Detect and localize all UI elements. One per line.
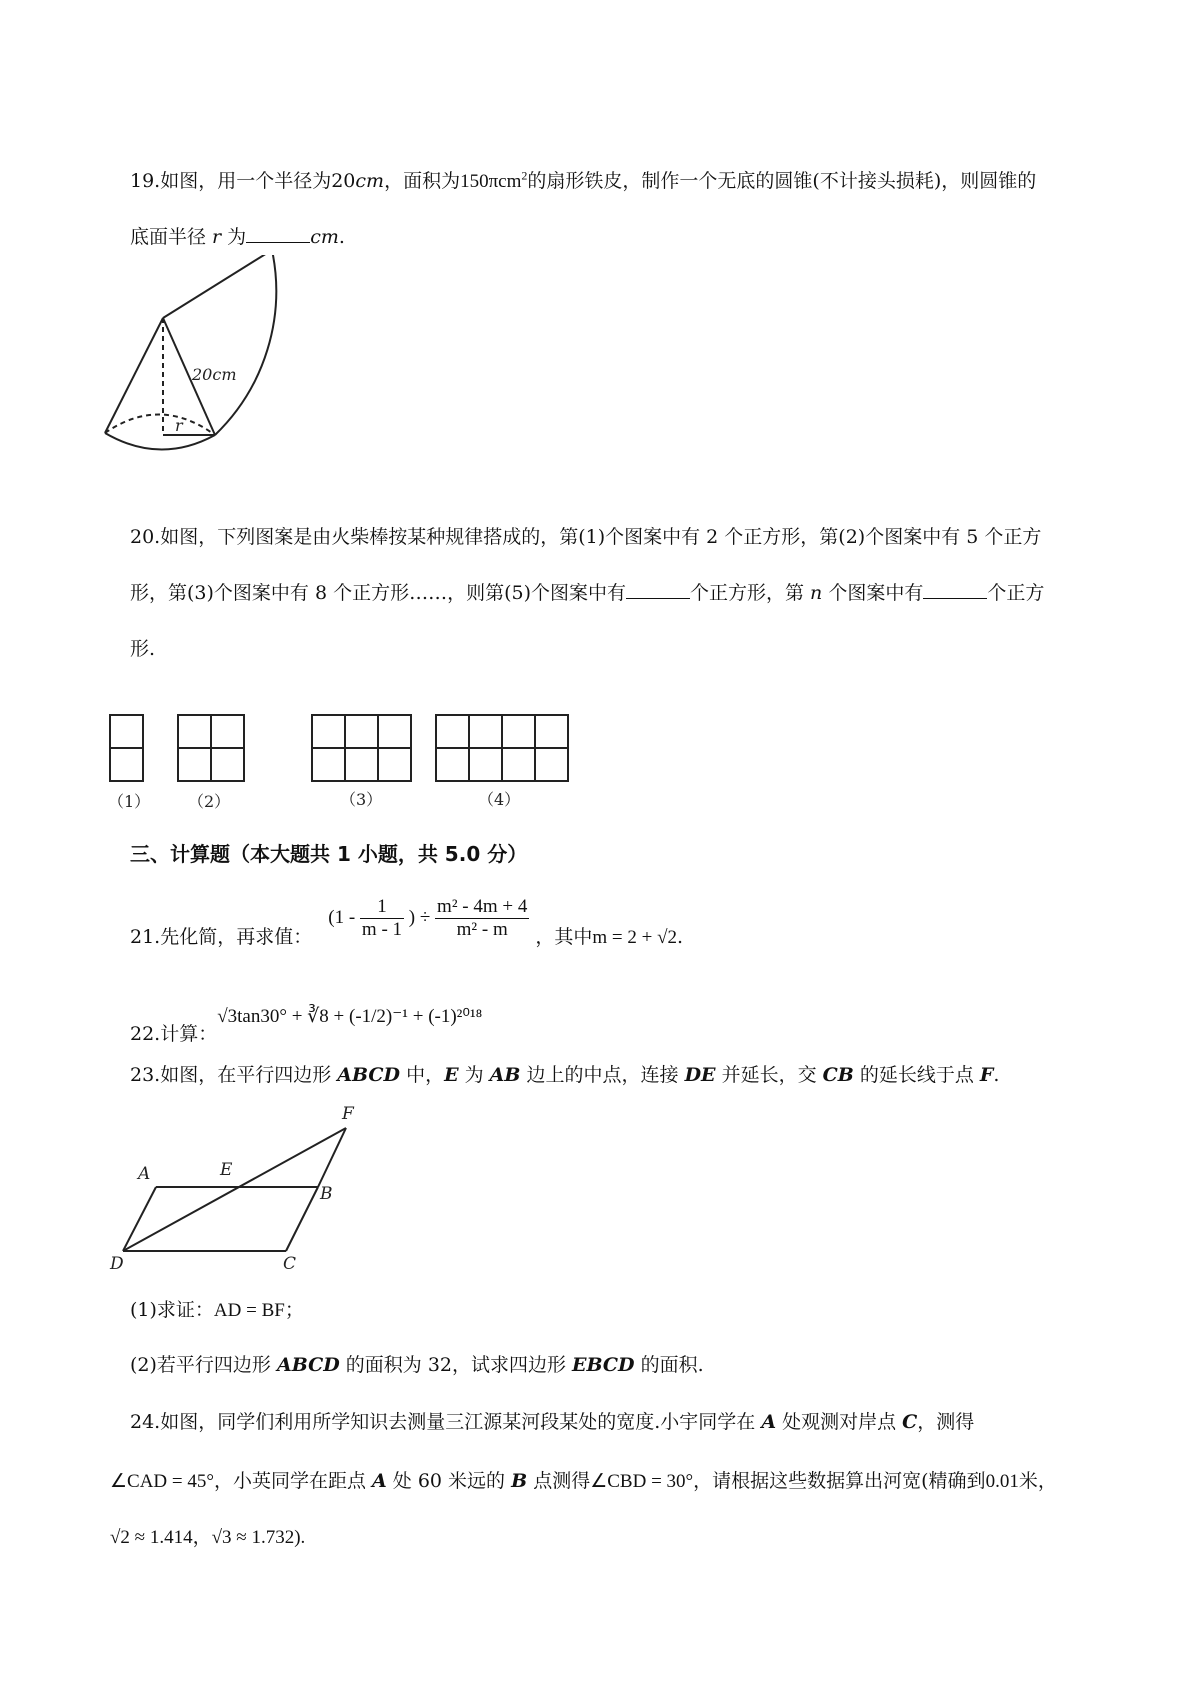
caption-1: （1） (108, 792, 151, 811)
q21-frac2: $\frac{\text{m² - 4m + 4}}{\text{m² - m}}$ (437, 896, 528, 940)
q21-expression: (1 - $\frac{1}{m - 1}$ ) ÷ $\frac{\text{m² - 4m + 4}}{\text{m² - m}}$ (328, 896, 528, 940)
pattern-1 (110, 715, 143, 781)
q21-line (130, 896, 684, 948)
q19-unit: cm (310, 226, 339, 248)
q19-area-sup: 2 (521, 168, 528, 183)
q24-line2: ∠CAD = 45°，小英同学在距点 A 处 60 米远的 B 点测得∠CBD = 30°，请根据这些数据算出河宽(精确到0.01米， (110, 1470, 1057, 1492)
q24-line1: 24.如图，同学们利用所学知识去测量三江源某河段某处的宽度.小宇同学在 A 处观测对岸点 C，测得 (130, 1411, 975, 1433)
q19-text: 19.如图，用一个半径为 (130, 170, 332, 192)
q21-text: 21.先化简，再求值： (130, 925, 313, 948)
label-c: C (283, 1254, 297, 1274)
caption-3: （3） (340, 790, 383, 809)
q20-text: 20.如图，下列图案是由火柴棒按某种规律搭成的，第(1)个图案中有 2 个正方形，第(2)个图案中有 5 个正方 (130, 526, 1042, 548)
q19-line1 (130, 166, 1036, 193)
q21-text: . (677, 925, 684, 948)
pattern-4 (436, 715, 568, 781)
q22-text: 22.计算： (130, 1023, 218, 1045)
label-f: F (342, 1104, 354, 1124)
q20-text: 形. (130, 638, 156, 660)
q19-answer-blank[interactable] (246, 224, 310, 243)
q21-frac1: $\frac{1}{m - 1}$ (361, 896, 403, 940)
q20-answer-blank-1[interactable] (626, 580, 690, 599)
label-a: A (138, 1164, 151, 1184)
label-e: E (220, 1160, 233, 1180)
pattern-3 (312, 715, 411, 781)
q19-text: 底面半径 (130, 226, 213, 248)
sector-top-edge (163, 255, 272, 318)
q19-text: 为 (221, 226, 247, 248)
side-bc (286, 1187, 318, 1251)
q19-text: . (338, 226, 345, 248)
cone-sector-figure (100, 255, 320, 495)
q20-text: 个正方形，第 (690, 582, 811, 604)
q20-line3 (130, 634, 155, 661)
q20-line1 (130, 522, 1041, 549)
q19-area: 150πcm (460, 171, 522, 192)
pattern-2 (178, 715, 244, 781)
label-d: D (110, 1254, 124, 1274)
q20-line2 (130, 578, 1044, 605)
q20-n-var: n (810, 582, 823, 604)
caption-2: （2） (188, 792, 231, 811)
caption-4: （4） (478, 790, 521, 809)
q19-radius-unit: cm (355, 170, 385, 192)
q20-answer-blank-2[interactable] (923, 580, 987, 599)
q19-radius: 20 (331, 170, 356, 192)
parallelogram-figure (108, 1095, 388, 1275)
q19-text: ，面积为 (384, 170, 461, 192)
q23-line1: 23.如图，在平行四边形 ABCD 中，E 为 AB 边上的中点，连接 DE 并延长，交 CB 的延长线于点 F. (130, 1064, 1000, 1086)
q20-text: 个图案中有 (822, 582, 924, 604)
section-3-heading: 三、计算题（本大题共 1 小题，共 5.0 分） (130, 842, 528, 866)
fig-label-20cm: 20cm (192, 365, 237, 384)
q20-text: 个正方 (987, 582, 1045, 604)
q19-text: 的扇形铁皮，制作一个无底的圆锥(不计接头损耗)，则圆锥的 (527, 170, 1037, 192)
matchstick-pattern-figure (100, 705, 580, 815)
label-b: B (320, 1184, 333, 1204)
q20-text: 形，第(3)个图案中有 8 个正方形……，则第(5)个图案中有 (130, 582, 626, 604)
q24-line3: √2 ≈ 1.414，√3 ≈ 1.732). (110, 1527, 306, 1548)
cone-slant-left (105, 318, 163, 433)
q23-part1: (1)求证：AD = BF； (130, 1299, 304, 1321)
q21-text: ，其中 (535, 925, 593, 948)
q22-expression: √3tan30° + ∛8 + (-1/2)⁻¹ + (-1)²⁰¹⁸ (217, 1006, 483, 1027)
line-df (123, 1128, 346, 1251)
q23-part2: (2)若平行四边形 ABCD 的面积为 32，试求四边形 EBCD 的面积. (130, 1354, 704, 1376)
q19-line2 (130, 222, 345, 249)
cone-base-back (105, 414, 215, 435)
q21-value: m = 2 + √2 (592, 926, 678, 948)
fig-label-r: r (175, 416, 183, 435)
q19-r-var: r (212, 226, 222, 248)
q22-line (130, 1003, 483, 1045)
sector-arc (215, 255, 276, 435)
